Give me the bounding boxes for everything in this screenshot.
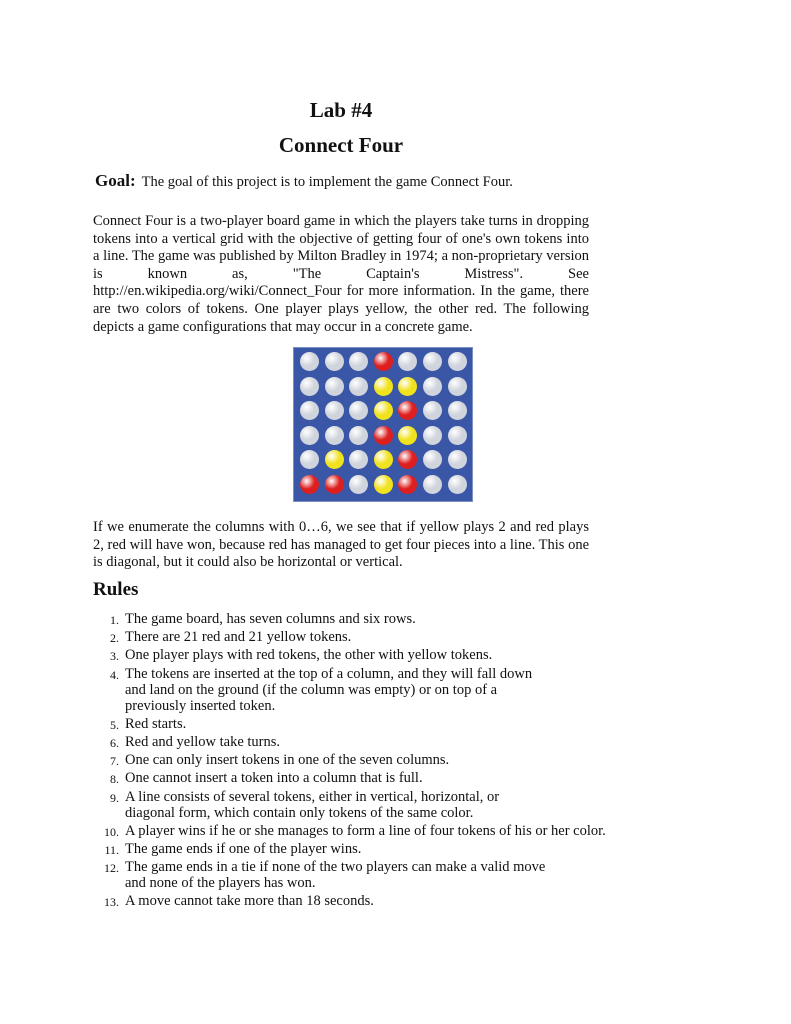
rule-text: The tokens are inserted at the top of a column, and they will fall down and land on the ground (if the column was empty) or on top of a previously inserted token.: [125, 665, 533, 714]
rule-text: The game ends in a tie if none of the two players can make a valid move and none of the players has won.: [125, 859, 546, 892]
rule-item: [93, 734, 606, 750]
empty-slot: [300, 426, 319, 445]
empty-slot: [423, 401, 442, 420]
rule-number: 10.: [104, 824, 119, 839]
empty-slot: [448, 352, 467, 371]
goal-line: [95, 171, 513, 191]
rule-text: A move cannot take more than 18 seconds.: [125, 893, 374, 910]
yellow-token: [374, 475, 393, 494]
rule-item: [93, 611, 606, 627]
rule-number: 4.: [110, 667, 119, 682]
empty-slot: [448, 475, 467, 494]
empty-slot: [300, 450, 319, 469]
empty-slot: [349, 352, 368, 371]
empty-slot: [300, 352, 319, 371]
rule-item: [93, 789, 606, 821]
empty-slot: [325, 426, 344, 445]
explanation-paragraph: [93, 519, 589, 572]
rules-list: [93, 611, 606, 911]
rules-heading: Rules: [93, 579, 139, 600]
rule-text: A player wins if he or she manages to form a line of four tokens of his or her color.: [125, 822, 606, 839]
rule-number: 13.: [104, 895, 119, 910]
explanation-text: If we enumerate the columns with 0…6, we see that if yellow plays 2 and red plays 2, red will have won, because red has managed to get four pieces into a line. This one is diagonal, but it could also be horizontal or vertical.: [93, 519, 589, 571]
rule-number: 8.: [110, 772, 119, 787]
yellow-token: [374, 401, 393, 420]
yellow-token: [374, 377, 393, 396]
red-token: [325, 475, 344, 494]
empty-slot: [325, 352, 344, 371]
page-subtitle: Connect Four: [278, 133, 404, 157]
empty-slot: [423, 352, 442, 371]
empty-slot: [448, 426, 467, 445]
rule-number: 9.: [110, 790, 119, 805]
red-token: [374, 352, 393, 371]
rule-text: One player plays with red tokens, the other with yellow tokens.: [125, 647, 493, 664]
rule-item: [93, 841, 606, 857]
empty-slot: [349, 401, 368, 420]
rule-item: [93, 716, 606, 732]
empty-slot: [398, 352, 417, 371]
empty-slot: [300, 401, 319, 420]
rule-item: [93, 629, 606, 645]
empty-slot: [423, 426, 442, 445]
red-token: [300, 475, 319, 494]
rule-number: 2.: [110, 631, 119, 646]
intro-text: Connect Four is a two-player board game in which the players take turns in dropping tokens into a vertical grid with the objective of getting four of one's own tokens into a line. The game was published by Milton Bradley in 1974; a non-proprietary version is known as, "The Captain's Mistress". See http://en.wikipedia.org/wiki/Connect_Four for more information. In the game, there are two colors of tokens. One player plays yellow, the other red. The following depicts a game configurations that may occur in a concrete game.: [93, 213, 589, 335]
empty-slot: [448, 377, 467, 396]
rule-number: 5.: [110, 717, 119, 732]
yellow-token: [325, 450, 344, 469]
goal-label: Goal:: [95, 171, 136, 190]
rule-number: 12.: [104, 861, 119, 876]
rule-number: 3.: [110, 649, 119, 664]
empty-slot: [300, 377, 319, 396]
rule-item: [93, 770, 606, 786]
rule-number: 11.: [104, 842, 119, 857]
yellow-token: [398, 426, 417, 445]
yellow-token: [398, 377, 417, 396]
rule-text: One cannot insert a token into a column that is full.: [125, 770, 423, 787]
empty-slot: [423, 377, 442, 396]
red-token: [398, 450, 417, 469]
rule-text: The game board, has seven columns and six rows.: [125, 611, 416, 627]
rule-item: [93, 666, 606, 714]
rule-text: Red and yellow take turns.: [125, 733, 281, 750]
empty-slot: [325, 401, 344, 420]
rule-text: Red starts.: [125, 715, 187, 732]
rule-number: 1.: [110, 613, 119, 627]
rule-text: There are 21 red and 21 yellow tokens.: [125, 629, 352, 646]
rule-item: [93, 859, 606, 891]
red-token: [398, 475, 417, 494]
empty-slot: [448, 450, 467, 469]
rule-text: One can only insert tokens in one of the seven columns.: [125, 752, 450, 769]
empty-slot: [349, 426, 368, 445]
goal-text: The goal of this project is to implement the game Connect Four.: [141, 174, 513, 190]
rule-item: [93, 823, 606, 839]
rule-item: [93, 752, 606, 768]
empty-slot: [423, 450, 442, 469]
rule-number: 6.: [110, 735, 119, 750]
empty-slot: [423, 475, 442, 494]
empty-slot: [349, 450, 368, 469]
red-token: [374, 426, 393, 445]
empty-slot: [349, 475, 368, 494]
rule-number: 7.: [110, 754, 119, 769]
intro-paragraph: [93, 213, 589, 336]
red-token: [398, 401, 417, 420]
page-title: Lab #4: [309, 98, 373, 122]
rule-item: [93, 893, 606, 909]
yellow-token: [374, 450, 393, 469]
rule-text: The game ends if one of the player wins.: [125, 840, 362, 857]
rule-item: [93, 647, 606, 663]
empty-slot: [448, 401, 467, 420]
empty-slot: [349, 377, 368, 396]
connect-four-board: [293, 347, 473, 502]
empty-slot: [325, 377, 344, 396]
rule-text: A line consists of several tokens, either in vertical, horizontal, or diagonal form, which contain only tokens of the same color.: [125, 788, 500, 821]
